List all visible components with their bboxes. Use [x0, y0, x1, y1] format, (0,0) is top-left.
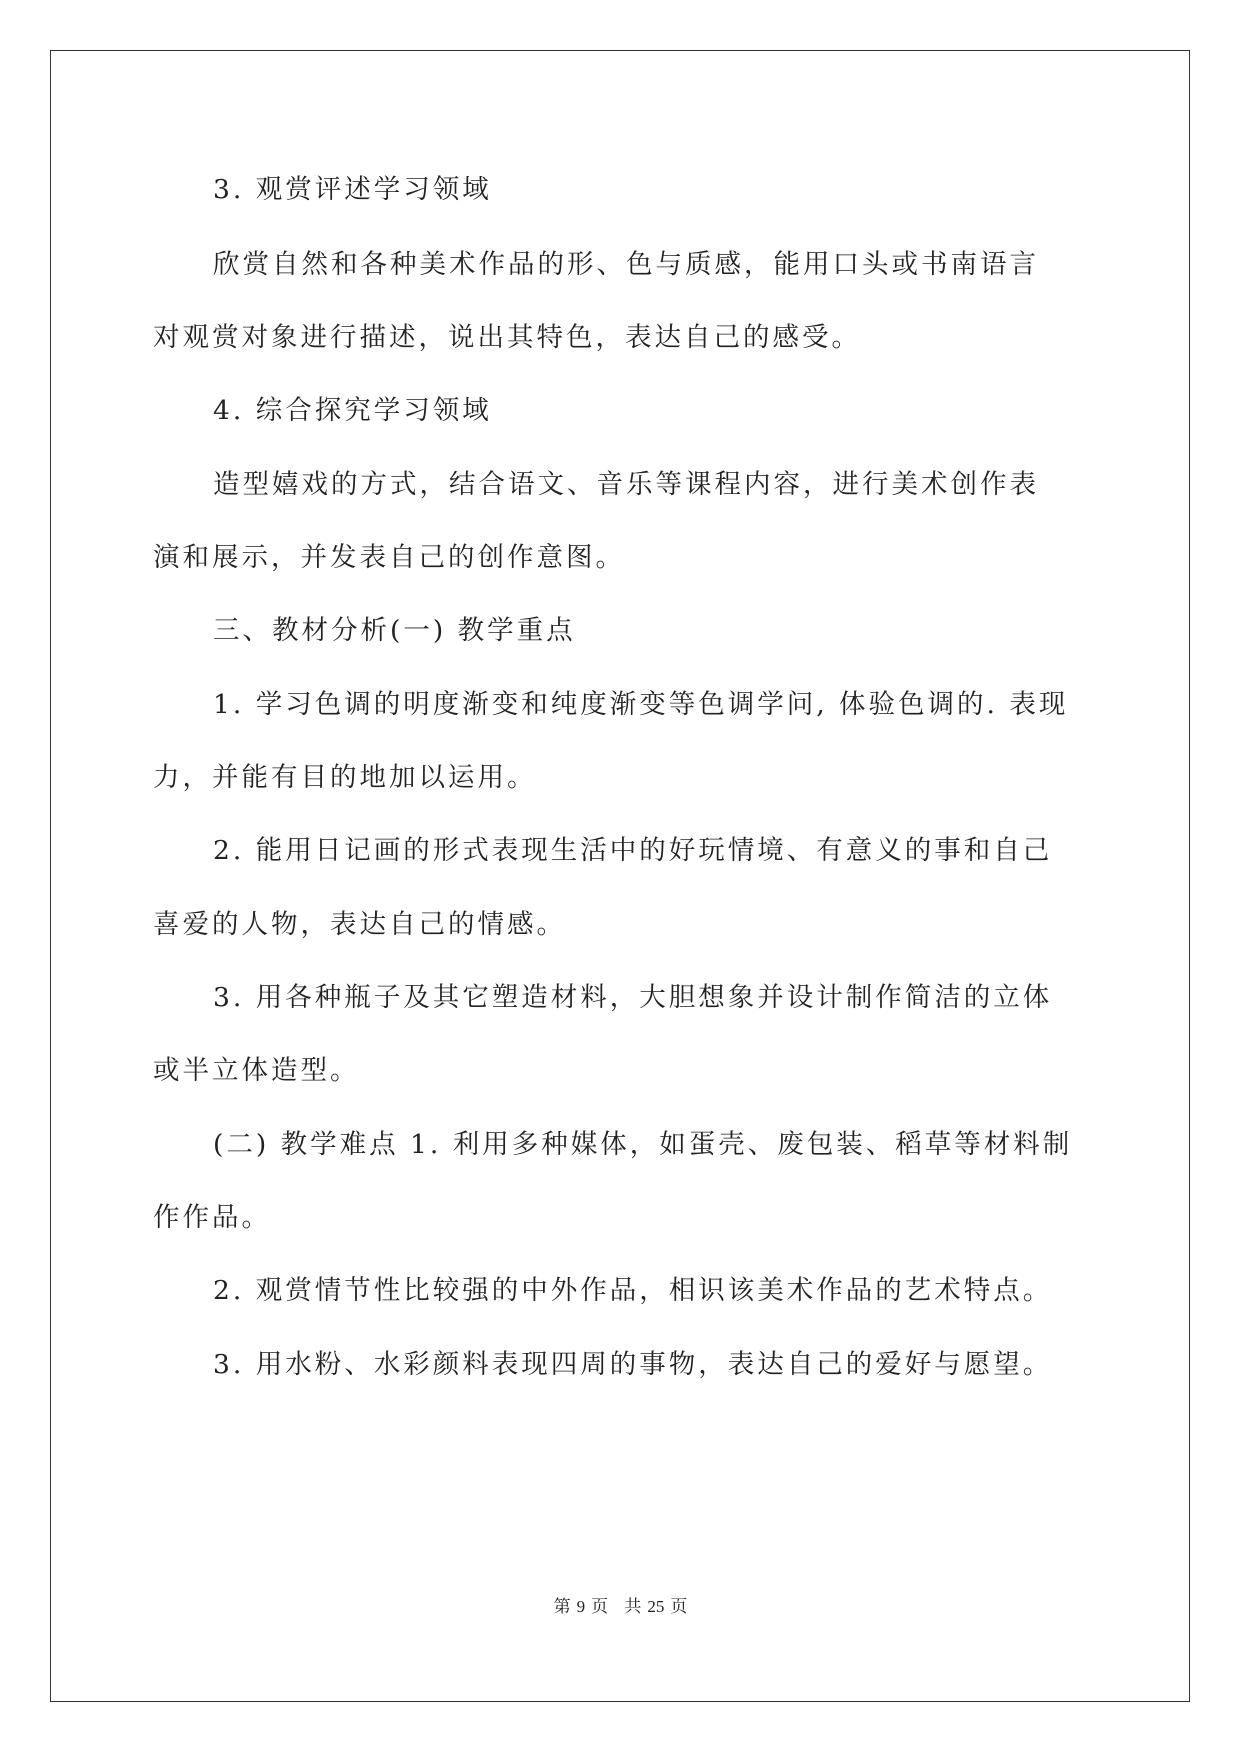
heading-integrated-domain: 4. 综合探究学习领域	[213, 395, 492, 426]
page-border	[50, 50, 1190, 1702]
paragraph-line: (二) 教学难点 1. 利用多种媒体，如蛋壳、废包装、稻草等材料制	[213, 1129, 1073, 1160]
paragraph-line: 喜爱的人物，表达自己的情感。	[153, 909, 566, 940]
paragraph-line: 3. 用各种瓶子及其它塑造材料，大胆想象并设计制作简洁的立体	[213, 982, 1053, 1013]
paragraph-line: 1. 学习色调的明度渐变和纯度渐变等色调学问, 体验色调的. 表现	[213, 689, 1069, 720]
paragraph-line: 2. 能用日记画的形式表现生活中的好玩情境、有意义的事和自己	[213, 835, 1053, 866]
paragraph-line: 力，并能有目的地加以运用。	[153, 762, 537, 793]
total-pages-label: 共 25 页	[624, 1597, 688, 1616]
paragraph-line: 2. 观赏情节性比较强的中外作品，相识该美术作品的艺术特点。	[213, 1275, 1053, 1306]
page-footer	[0, 1595, 1241, 1619]
page-number-label: 第 9 页	[553, 1597, 609, 1616]
section-heading-textbook-analysis: 三、教材分析(一) 教学重点	[213, 615, 576, 646]
paragraph-line: 对观赏对象进行描述，说出其特色，表达自己的感受。	[153, 322, 861, 353]
paragraph-line: 作作品。	[153, 1202, 271, 1233]
paragraph-line: 3. 用水粉、水彩颜料表现四周的事物，表达自己的爱好与愿望。	[213, 1349, 1053, 1380]
paragraph-line: 演和展示，并发表自己的创作意图。	[153, 542, 625, 573]
heading-appreciation-domain: 3. 观赏评述学习领域	[213, 174, 492, 205]
paragraph-line: 造型嬉戏的方式，结合语文、音乐等课程内容，进行美术创作表	[213, 469, 1039, 500]
paragraph-line: 欣赏自然和各种美术作品的形、色与质感，能用口头或书南语言	[213, 249, 1039, 280]
paragraph-line: 或半立体造型。	[153, 1055, 360, 1086]
